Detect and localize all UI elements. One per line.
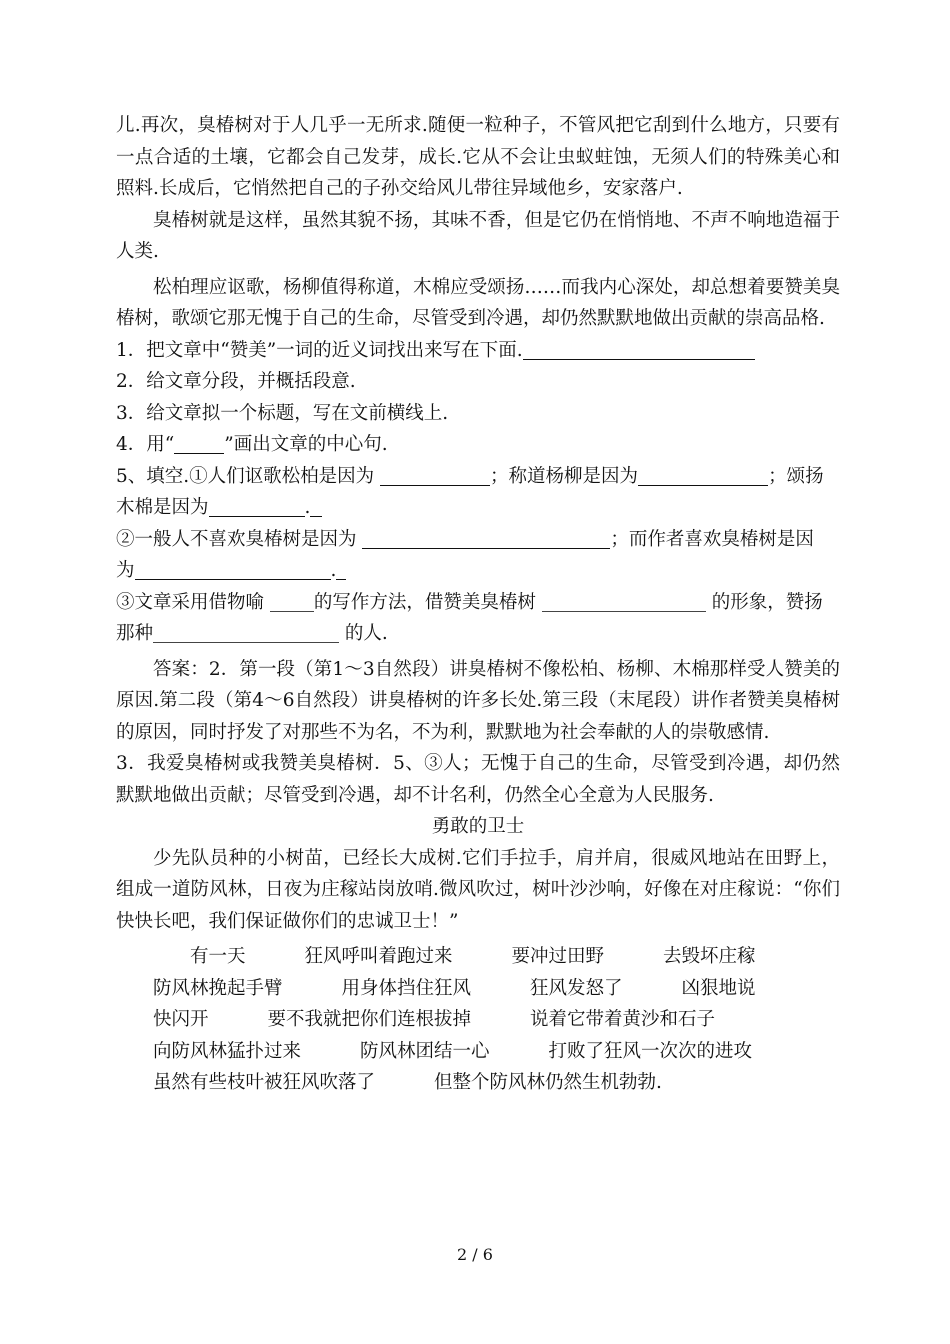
question-5-2-text-a: ②一般人不喜欢臭椿树是因为 (116, 528, 357, 550)
question-5-text-c: ；颂扬 (768, 465, 824, 487)
answer-blank-q5-like[interactable] (135, 559, 331, 580)
question-3: 3．给文章拟一个标题，写在文前横线上. (116, 402, 449, 424)
question-1 (116, 335, 840, 367)
answer-blank-q5-pine[interactable] (380, 465, 490, 486)
question-5-2-text-b: ；而作者喜欢臭椿树是因 (610, 528, 814, 550)
question-5-part-3-line-2 (116, 618, 840, 650)
question-5-2-text-d: . (330, 560, 337, 581)
unpunctuated-segment: 防风林团结一心 (360, 1040, 490, 1062)
unpunctuated-segment: 有一天 (190, 946, 246, 967)
passage2-paragraph-1: 少先队员种的小树苗，已经长大成树.它们手拉手，肩并肩，很威风地站在田野上，组成一道防风林，日夜为庄稼站岗放哨.微风吹过，树叶沙沙响，好像在对庄稼说：“你们快快长吧，我们保证做你们的忠诚卫士！” (116, 847, 840, 932)
question-5-text-e: . (304, 497, 311, 518)
question-5-part-2-line-2 (116, 555, 840, 587)
unpunctuated-segment: 狂风呼叫着跑过来 (304, 946, 453, 967)
question-5-text-b: ；称道杨柳是因为 (490, 465, 639, 487)
question-5-3-text-a: ③文章采用借物喻 (116, 591, 265, 613)
question-5-text-a: 5、填空.①人们讴歌松柏是因为 (116, 465, 375, 487)
question-5-3-text-b: 的写作方法，借赞美臭椿树 (313, 591, 536, 613)
answer-blank-q5-people[interactable] (153, 624, 339, 643)
question-5-3-text-e: 的人. (344, 623, 388, 644)
unpunctuated-segment: 用身体挡住狂风 (341, 977, 472, 999)
answer-blank-q5-metaphor[interactable] (270, 593, 314, 612)
unpunctuated-segment: 向防风林猛扑过来 (153, 1040, 302, 1062)
unpunctuated-segment: 凶狠地说 (681, 977, 756, 999)
passage2-paragraph-2-unpunctuated (116, 941, 840, 1099)
question-5-2-text-c: 为 (116, 560, 135, 581)
question-4-text-a: 4．用“ (116, 434, 175, 455)
unpunctuated-segment: 打败了狂风一次次的进攻 (548, 1040, 753, 1062)
question-5-line-2 (116, 492, 840, 524)
passage1-paragraph-2: 臭椿树就是这样，虽然其貌不扬，其味不香，但是它仍在悄悄地、不声不响地造福于人类. (116, 209, 840, 262)
question-1-text: 1．把文章中“赞美”一词的近义词找出来写在下面. (116, 339, 523, 361)
answer-blank-q5-like-tail (336, 559, 346, 580)
unpunctuated-segment: 说着它带着黄沙和石子 (530, 1009, 716, 1030)
question-2: 2．给文章分段，并概括段意. (116, 371, 356, 392)
unpunctuated-segment: 防风林挽起手臂 (153, 977, 283, 999)
unpunctuated-segment: 要不我就把你们连根拔掉 (267, 1009, 472, 1030)
unpunctuated-segment: 虽然有些枝叶被狂风吹落了 (153, 1072, 376, 1093)
question-5-line-1 (116, 461, 840, 493)
question-4 (116, 429, 840, 461)
question-5-3-text-d: 那种 (116, 623, 154, 644)
answer-blank-q5-kapok-tail (310, 496, 322, 517)
answer-blank-q1[interactable] (523, 339, 755, 360)
unpunctuated-segment: 去毁坏庄稼 (663, 946, 756, 967)
unpunctuated-segment: 要冲过田野 (511, 946, 605, 967)
answer-blank-q5-kapok[interactable] (209, 496, 305, 517)
answer-key-paragraph-2: 3．我爱臭椿树或我赞美臭椿树．5、③人；无愧于自己的生命，尽管受到冷遇，却仍然默默地做出贡献；尽管受到冷遇，却不计名利，仍然全心全意为人民服务. (116, 753, 840, 806)
document-page (116, 110, 840, 1099)
passage1-paragraph-3: 松柏理应讴歌，杨柳值得称道，木棉应受颂扬……而我内心深处，却总想着要赞美臭椿树，歌颂它那无愧于自己的生命，尽管受到冷遇，却仍然默默地做出贡献的崇高品格. (116, 276, 840, 329)
unpunctuated-segment: 但整个防风林仍然生机勃勃. (434, 1072, 662, 1093)
passage1-paragraph-continued: 儿.再次，臭椿树对于人几乎一无所求.随便一粒种子，不管风把它刮到什么地方，只要有一点合适的土壤，它都会自己发芽，成长.它从不会让虫蚁蛀蚀，无须人们的特殊美心和照料.长成后，它悄然把自己的子孙交给风儿带往异域他乡，安家落户. (116, 115, 840, 199)
answer-blank-q5-image[interactable] (542, 593, 706, 612)
page-number: 2 / 6 (457, 1245, 493, 1264)
question-5-part-2-line-1 (116, 524, 840, 556)
question-5-part-3-line-1 (116, 587, 840, 619)
unpunctuated-segment: 狂风发怒了 (530, 977, 623, 999)
unpunctuated-segment: 快闪开 (153, 1009, 209, 1030)
answer-blank-q5-dislike[interactable] (362, 528, 610, 549)
passage2-title: 勇敢的卫士 (431, 816, 525, 837)
answer-key-paragraph-1: 答案：2．第一段（第1～3自然段）讲臭椿树不像松柏、杨柳、木棉那样受人赞美的原因.第二段（第4～6自然段）讲臭椿树的许多长处.第三段（末尾段）讲作者赞美臭椿树的原因，同时抒发了对那些不为名，不为利，默默地为社会奉献的人的崇敬感情. (116, 658, 840, 743)
question-4-text-b: ”画出文章的中心句. (224, 434, 388, 455)
question-5-3-text-c: 的形象，赞扬 (711, 591, 823, 613)
answer-blank-q5-willow[interactable] (638, 465, 768, 486)
question-5-text-d: 木棉是因为 (116, 497, 209, 518)
underline-sample (174, 433, 224, 454)
